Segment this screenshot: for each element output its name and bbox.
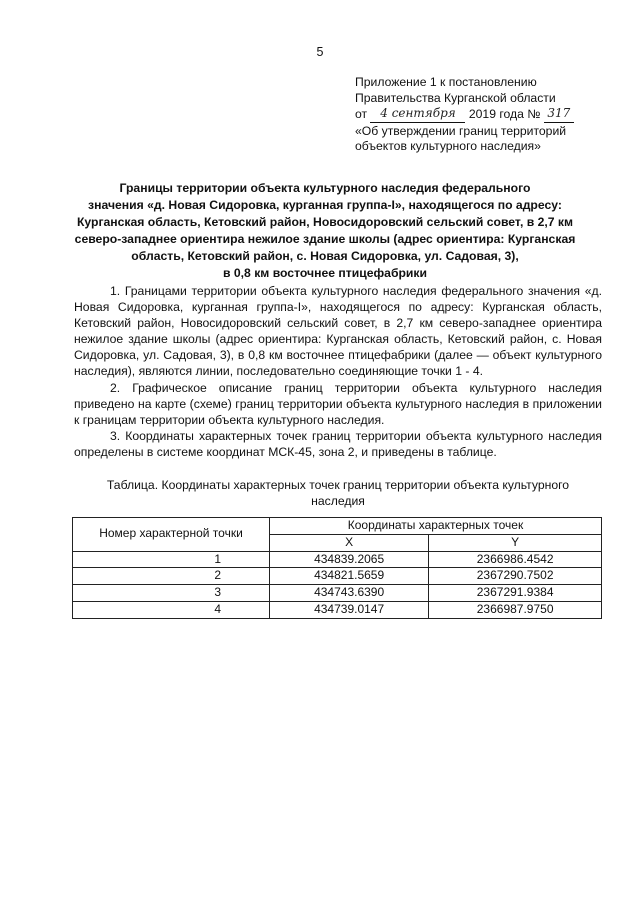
table-row bbox=[73, 585, 602, 602]
header-coordinates: Координаты характерных точек bbox=[270, 518, 602, 535]
cell-x: 434821.5659 bbox=[270, 568, 429, 585]
appendix-line-2: Правительства Курганской области bbox=[355, 90, 556, 105]
title-line: северо-западнее ориентира нежилое здание школы (адрес ориентира: Курганская bbox=[74, 232, 576, 247]
cell-point: 2 bbox=[73, 568, 270, 585]
handwritten-number: 317 bbox=[544, 106, 574, 123]
appendix-line-1: Приложение 1 к постановлению bbox=[355, 75, 537, 89]
date-prefix: от bbox=[355, 106, 368, 121]
title-line: Границы территории объекта культурного наследия федерального bbox=[119, 181, 531, 195]
header-point-number: Номер характерной точки bbox=[73, 518, 270, 552]
table-header-row bbox=[73, 518, 602, 535]
coordinates-table bbox=[72, 517, 602, 619]
cell-x: 434739.0147 bbox=[270, 602, 429, 619]
title-line: область, Кетовский район, с. Новая Сидоровка, ул. Садовая, 3), bbox=[131, 249, 519, 264]
cell-y: 2366987.9750 bbox=[429, 602, 602, 619]
appendix-line-5: объектов культурного наследия» bbox=[355, 139, 541, 154]
table-row bbox=[73, 602, 602, 619]
title-line: значения «д. Новая Сидоровка, курганная группа-I», находящегося по адресу: bbox=[88, 198, 562, 213]
paragraph-2: 2. Графическое описание границ территории объекта культурного наследия приведено на карте (схеме) границ территории объекта культурного наследия в приложении к границам территории объекта культурного наследия. bbox=[74, 380, 602, 427]
handwritten-date: 4 сентября bbox=[370, 106, 465, 123]
table-row bbox=[73, 551, 602, 568]
cell-x: 434743.6390 bbox=[270, 585, 429, 602]
body-text bbox=[74, 283, 602, 460]
cell-point: 1 bbox=[73, 551, 270, 568]
caption-line-1: Таблица. Координаты характерных точек границ территории объекта культурного bbox=[106, 478, 570, 492]
cell-y: 2366986.4542 bbox=[429, 551, 602, 568]
header-y: Y bbox=[429, 534, 602, 551]
caption-line-2: наследия bbox=[311, 493, 365, 508]
year-text: 2019 года № bbox=[468, 106, 541, 121]
cell-point: 4 bbox=[73, 602, 270, 619]
title-line: в 0,8 км восточнее птицефабрики bbox=[222, 266, 428, 281]
table-caption bbox=[74, 478, 602, 510]
appendix-line-4: «Об утверждении границ территорий bbox=[355, 123, 567, 138]
title-line: Курганская область, Кетовский район, Новосидоровский сельский совет, в 2,7 км bbox=[76, 215, 574, 230]
appendix-header bbox=[355, 75, 625, 155]
cell-point: 3 bbox=[73, 585, 270, 602]
document-title bbox=[60, 180, 590, 282]
table-row bbox=[73, 568, 602, 585]
page-number: 5 bbox=[316, 45, 324, 59]
appendix-date-line bbox=[355, 107, 625, 124]
header-x: X bbox=[270, 534, 429, 551]
paragraph-1: 1. Границами территории объекта культурного наследия федерального значения «д. Новая Сидоровка, курганная группа-I», находящегося по адресу: Курганская область, Кетовский район, Новосидоровский сельский совет, в 2,7 км северо-западнее ориентира нежилое здание школы (адрес ориентира: Курганская область, Кетовский район, с. Новая Сидоровка, ул. Садовая, 3), в 0,8 км восточнее птицефабрики (далее — объект культурного наследия), являются линии, последовательно соединяющие точки 1 - 4. bbox=[74, 284, 602, 379]
paragraph-3: 3. Координаты характерных точек границ территории объекта культурного наследия определены в системе координат МСК-45, зона 2, и приведены в таблице. bbox=[74, 428, 602, 459]
cell-x: 434839.2065 bbox=[270, 551, 429, 568]
cell-y: 2367290.7502 bbox=[429, 568, 602, 585]
cell-y: 2367291.9384 bbox=[429, 585, 602, 602]
